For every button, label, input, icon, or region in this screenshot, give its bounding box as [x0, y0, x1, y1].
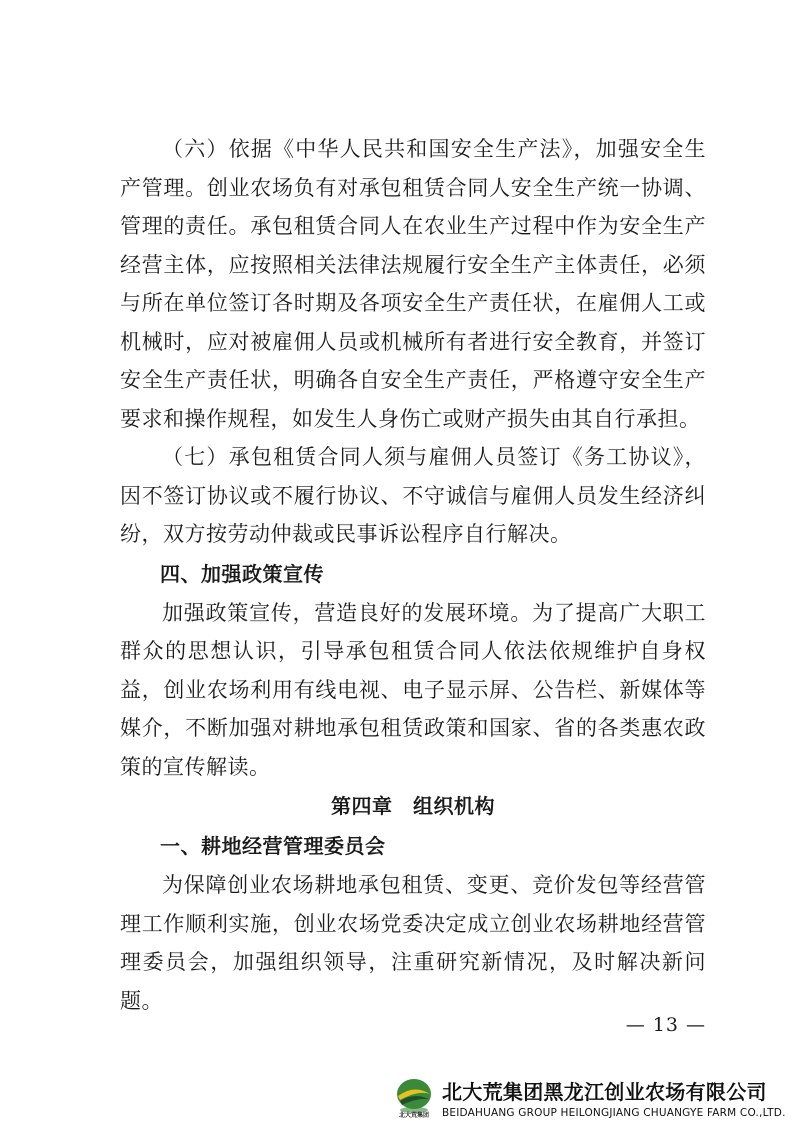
chapter-title: 第四章 组织机构 — [331, 794, 495, 818]
paragraph-policy-publicity: 加强政策宣传，营造良好的发展环境。为了提高广大职工群众的思想认识，引导承包租赁合同人依法依规维护自身权益，创业农场利用有线电视、电子显示屏、公告栏、新媒体等媒介，不断加强对耕地承包租赁政策和国家、省的各类惠农政策的宣传解读。 — [120, 600, 706, 779]
section-heading-management-committee: 一、耕地经营管理委员会 — [160, 834, 386, 858]
paragraph-safety-production: （六）依据《中华人民共和国安全生产法》，加强安全生产管理。创业农场负有对承包租赁合同人安全生产统一协调、管理的责任。承包租赁合同人在农业生产过程中作为安全生产经营主体，应按照相关法律法规履行安全生产主体责任，必须与所在单位签订各时期及各项安全生产责任状，在雇佣人工或机械时，应对被雇佣人员或机械所有者进行安全教育，并签订安全生产责任状，明确各自安全生产责任，严格遵守安全生产要求和操作规程，如发生人身伤亡或财产损失由其自行承担。 — [120, 137, 706, 431]
paragraph-management-committee: 为保障创业农场耕地承包租赁、变更、竞价发包等经营管理工作顺利实施，创业农场党委决定成立创业农场耕地经营管理委员会，加强组织领导，注重研究新情况，及时解决新问题。 — [120, 873, 706, 1013]
company-name-chinese: 北大荒集团黑龙江创业农场有限公司 — [442, 1080, 767, 1104]
page-number: — 13 — — [625, 1014, 706, 1036]
company-name-english: BEIDAHUANG GROUP HEILONGJIANG CHUANGYE FARM CO.,LTD. — [442, 1107, 786, 1119]
paragraph-labor-agreement: （七）承包租赁合同人须与雇佣人员签订《务工协议》，因不签订协议或不履行协议、不守诚信与雇佣人员发生经济纠纷，双方按劳动仲裁或民事诉讼程序自行解决。 — [120, 445, 706, 546]
logo-caption: 北大荒集团 — [398, 1112, 429, 1119]
page-body — [120, 130, 706, 1020]
section-heading-policy-publicity: 四、加强政策宣传 — [160, 561, 324, 586]
